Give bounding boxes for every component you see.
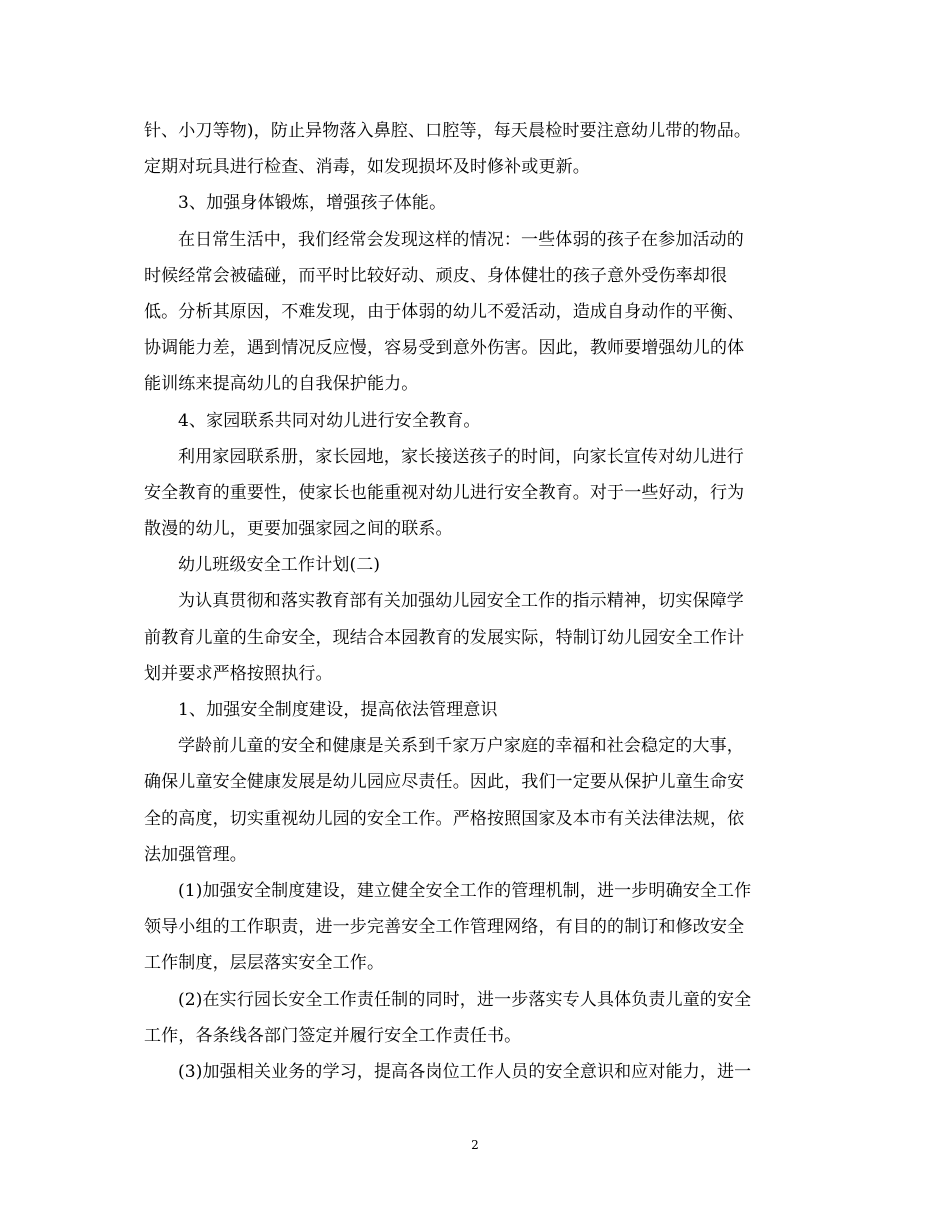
text-line: 针、小刀等物)，防止异物落入鼻腔、口腔等，每天晨检时要注意幼儿带的物品。 <box>144 121 752 141</box>
text-line: 在日常生活中，我们经常会发现这样的情况：一些体弱的孩子在参加活动的 <box>178 229 744 250</box>
text-line: 低。分析其原因，不难发现，由于体弱的幼儿不爱活动，造成自身动作的平衡、 <box>144 301 745 322</box>
text-line: (3)加强相关业务的学习，提高各岗位工作人员的安全意识和应对能力，进一 <box>178 1061 752 1082</box>
text-line: 散漫的幼儿，更要加强家园之间的联系。 <box>144 519 453 540</box>
text-line: 利用家园联系册，家长园地，家长接送孩子的时间，向家长宣传对幼儿进行 <box>178 446 744 467</box>
text-line: 为认真贯彻和落实教育部有关加强幼儿园安全工作的指示精神，切实保障学 <box>178 591 744 612</box>
text-line: 4、家园联系共同对幼儿进行安全教育。 <box>178 410 481 431</box>
text-line: (2)在实行园长安全工作责任制的同时，进一步落实专人具体负责儿童的安全 <box>178 989 752 1010</box>
text-line: 安全教育的重要性，使家长也能重视对幼儿进行安全教育。对于一些好动，行为 <box>144 482 745 503</box>
text-line: 确保儿童安全健康发展是幼儿园应尽责任。因此，我们一定要从保护儿童生命安 <box>144 772 745 793</box>
document-body <box>144 113 806 1090</box>
text-line: 前教育儿童的生命安全，现结合本园教育的发展实际，特制订幼儿园安全工作计 <box>144 627 745 648</box>
text-line: 工作制度，层层落实安全工作。 <box>144 953 385 974</box>
text-line: 幼儿班级安全工作计划(二) <box>178 555 381 576</box>
text-line: 划并要求严格按照执行。 <box>144 663 333 684</box>
text-line: 时候经常会被磕碰，而平时比较好动、顽皮、身体健壮的孩子意外受伤率却很 <box>144 265 728 286</box>
text-line: 学龄前儿童的安全和健康是关系到千家万户家庭的幸福和社会稳定的大事， <box>178 736 744 757</box>
page-number: 2 <box>471 1138 479 1152</box>
text-line: 能训练来提高幼儿的自我保护能力。 <box>144 374 419 395</box>
text-line: 法加强管理。 <box>144 844 247 865</box>
text-line: 定期对玩具进行检查、消毒，如发现损坏及时修补或更新。 <box>144 157 590 178</box>
text-line: 3、加强身体锻炼，增强孩子体能。 <box>178 193 447 214</box>
text-line: 工作，各条线各部门签定并履行安全工作责任书。 <box>144 1025 522 1046</box>
text-line: 全的高度，切实重视幼儿园的安全工作。严格按照国家及本市有关法律法规，依 <box>144 808 745 829</box>
text-line: 协调能力差，遇到情况反应慢，容易受到意外伤害。因此，教师要增强幼儿的体 <box>144 338 745 359</box>
text-line: 领导小组的工作职责，进一步完善安全工作管理网络，有目的的制订和修改安全 <box>144 917 745 938</box>
text-line: (1)加强安全制度建设，建立健全安全工作的管理机制，进一步明确安全工作 <box>178 880 752 901</box>
text-line: 1、加强安全制度建设，提高依法管理意识 <box>178 700 498 720</box>
